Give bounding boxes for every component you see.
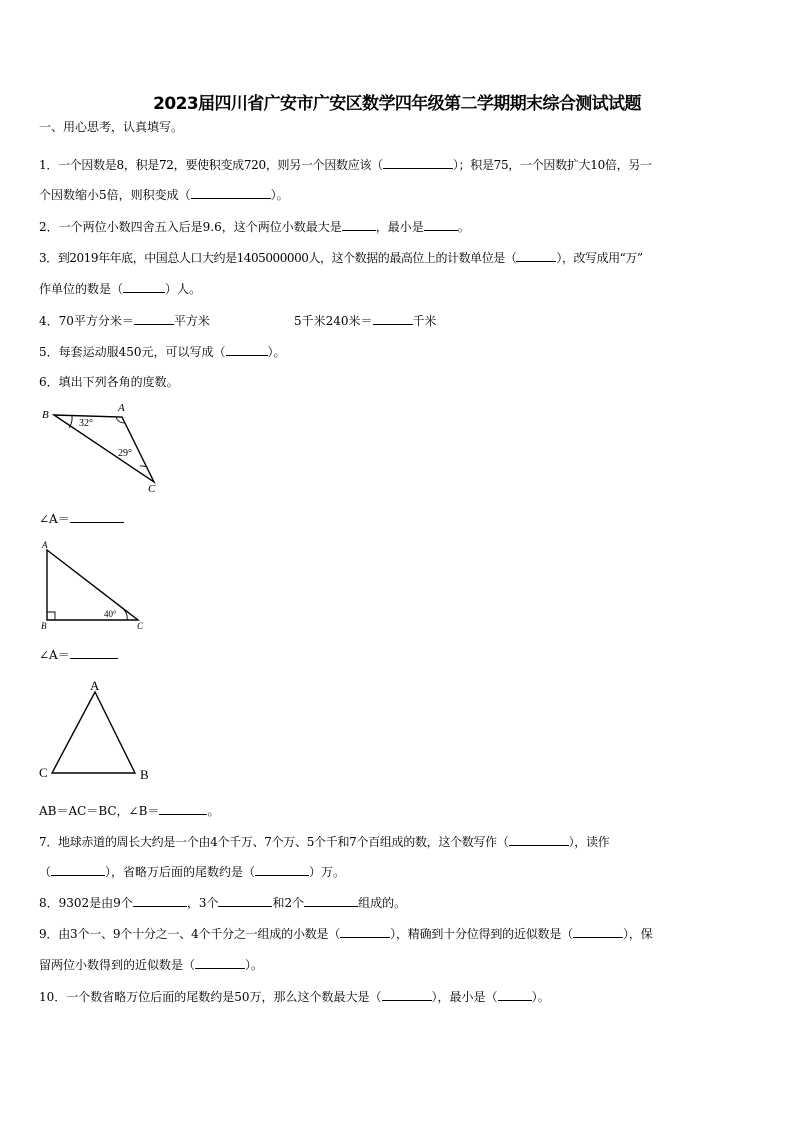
fig1-label-c: C <box>148 483 156 495</box>
question-8-text-b: ，3个 <box>186 896 219 910</box>
question-7-text-a: 7．地球赤道的周长大约是一个由4个千万、7个万、5个千和7个百组成的数，这个数写作（ <box>39 835 509 849</box>
question-9-text-c: ），保 <box>622 927 653 941</box>
question-2-blank-1[interactable] <box>342 219 376 231</box>
question-9-line-1 <box>39 926 652 941</box>
question-2 <box>39 219 470 234</box>
fig2-label-b: B <box>41 621 47 631</box>
question-8-text-a: 8．9302是由9个 <box>39 896 133 910</box>
fig2-label-c: C <box>137 621 144 631</box>
question-4-part-2 <box>294 313 437 328</box>
question-7-text-b: ），读作 <box>568 835 610 849</box>
question-5-text-a: 5．每套运动服450元，可以写成（ <box>39 345 226 359</box>
question-10 <box>39 989 550 1004</box>
question-10-blank-2[interactable] <box>498 989 532 1001</box>
question-3-line-1 <box>39 250 643 265</box>
question-8-text-d: 组成的。 <box>358 896 407 910</box>
question-9-text-e: ）。 <box>245 958 264 972</box>
question-1-text-b: ）；积是75，一个因数扩大10倍，另一 <box>452 158 652 172</box>
triangle-figure-1 <box>38 400 168 502</box>
answer-2-blank[interactable] <box>70 647 118 659</box>
question-10-text-b: ），最小是（ <box>431 990 498 1004</box>
question-2-text-a: 2．一个两位小数四舍五入后是9.6，这个两位小数最大是 <box>39 220 342 234</box>
question-4-text-d: 千米 <box>412 314 437 328</box>
question-8-blank-3[interactable] <box>304 895 358 907</box>
question-2-text-b: ，最小是 <box>375 220 424 234</box>
question-7-text-d: ），省略万后面的尾数约是（ <box>105 865 256 879</box>
answer-2 <box>39 647 118 662</box>
fig3-label-b: B <box>140 767 149 782</box>
question-6: 6．填出下列各角的度数。 <box>39 375 179 389</box>
question-3-blank-1[interactable] <box>516 250 556 262</box>
section-heading: 一、用心思考，认真填写。 <box>39 120 184 134</box>
question-1-text-a: 1．一个因数是8，积是72，要使积变成720，则另一个因数应该（ <box>39 158 383 172</box>
answer-3-end: 。 <box>207 804 220 818</box>
question-3-line-2 <box>39 281 201 296</box>
question-7-blank-1[interactable] <box>509 834 569 846</box>
question-3-text-d: ）人。 <box>165 282 202 296</box>
question-8-blank-2[interactable] <box>218 895 272 907</box>
question-3-text-a: 3．到2019年年底，中国总人口大约是1405000000人，这个数据的最高位上的计数单位是（ <box>39 251 517 265</box>
answer-1 <box>39 511 124 526</box>
answer-3 <box>39 803 219 818</box>
fig1-label-b: B <box>42 409 49 421</box>
question-1-blank-2[interactable] <box>191 187 271 199</box>
question-7-line-2 <box>39 864 345 879</box>
question-1-text-d: ）。 <box>270 188 289 202</box>
question-8-text-c: 和2个 <box>272 896 305 910</box>
fig3-label-a: A <box>90 678 100 693</box>
fig1-angle-b: 32° <box>79 418 93 429</box>
question-3-text-b: ），改写成用“万” <box>556 251 643 265</box>
question-5 <box>39 344 286 359</box>
fig2-angle-c: 40° <box>104 609 117 619</box>
page-title: 2023届四川省广安市广安区数学四年级第二学期期末综合测试试题 <box>153 94 641 114</box>
question-8-blank-1[interactable] <box>133 895 187 907</box>
question-4-text-c: 5千米240米＝ <box>294 314 373 328</box>
question-10-text-a: 10．一个数省略万位后面的尾数约是50万，那么这个数最大是（ <box>39 990 382 1004</box>
answer-1-blank[interactable] <box>70 511 124 523</box>
question-2-blank-2[interactable] <box>424 219 458 231</box>
answer-1-label: ∠A＝ <box>39 512 70 526</box>
answer-3-label: AB＝AC＝BC，∠B＝ <box>39 804 160 818</box>
question-9-text-a: 9．由3个一、9个十分之一、4个千分之一组成的小数是（ <box>39 927 341 941</box>
question-10-text-c: ）。 <box>531 990 550 1004</box>
question-5-blank[interactable] <box>226 344 268 356</box>
triangle-figure-2 <box>38 538 156 638</box>
question-10-blank-1[interactable] <box>382 989 432 1001</box>
question-3-text-c: 作单位的数是（ <box>39 282 124 296</box>
question-3-blank-2[interactable] <box>123 281 165 293</box>
fig3-label-c: C <box>39 765 48 780</box>
question-7-blank-3[interactable] <box>255 864 309 876</box>
question-9-text-b: ），精确到十分位得到的近似数是（ <box>390 927 573 941</box>
question-8 <box>39 895 406 910</box>
question-2-text-c: 。 <box>457 220 470 234</box>
question-1-line-1 <box>39 157 652 172</box>
question-9-blank-1[interactable] <box>340 926 390 938</box>
answer-3-blank[interactable] <box>159 803 207 815</box>
question-9-blank-2[interactable] <box>573 926 623 938</box>
question-1-blank-1[interactable] <box>383 157 453 169</box>
question-7-blank-2[interactable] <box>51 864 105 876</box>
question-5-text-b: ）。 <box>267 345 286 359</box>
question-1-text-c: 个因数缩小5倍，则积变成（ <box>39 188 191 202</box>
answer-2-label: ∠A＝ <box>39 648 70 662</box>
question-9-text-d: 留两位小数得到的近似数是（ <box>39 958 196 972</box>
fig2-label-a: A <box>42 540 48 550</box>
question-9-line-2 <box>39 957 263 972</box>
question-4-blank-2[interactable] <box>373 313 413 325</box>
question-7-text-c: （ <box>39 865 52 879</box>
question-9-blank-3[interactable] <box>195 957 245 969</box>
question-7-line-1 <box>39 834 609 849</box>
question-4-part-1 <box>39 313 210 328</box>
fig1-angle-c: 29° <box>118 448 132 459</box>
question-4-blank-1[interactable] <box>134 313 174 325</box>
question-1-line-2 <box>39 187 289 202</box>
question-7-text-e: ）万。 <box>309 865 346 879</box>
question-4-text-b: 平方米 <box>173 314 210 328</box>
fig1-label-a: A <box>118 402 125 414</box>
question-4-text-a: 4．70平方分米＝ <box>39 314 134 328</box>
triangle-figure-3 <box>36 676 158 790</box>
